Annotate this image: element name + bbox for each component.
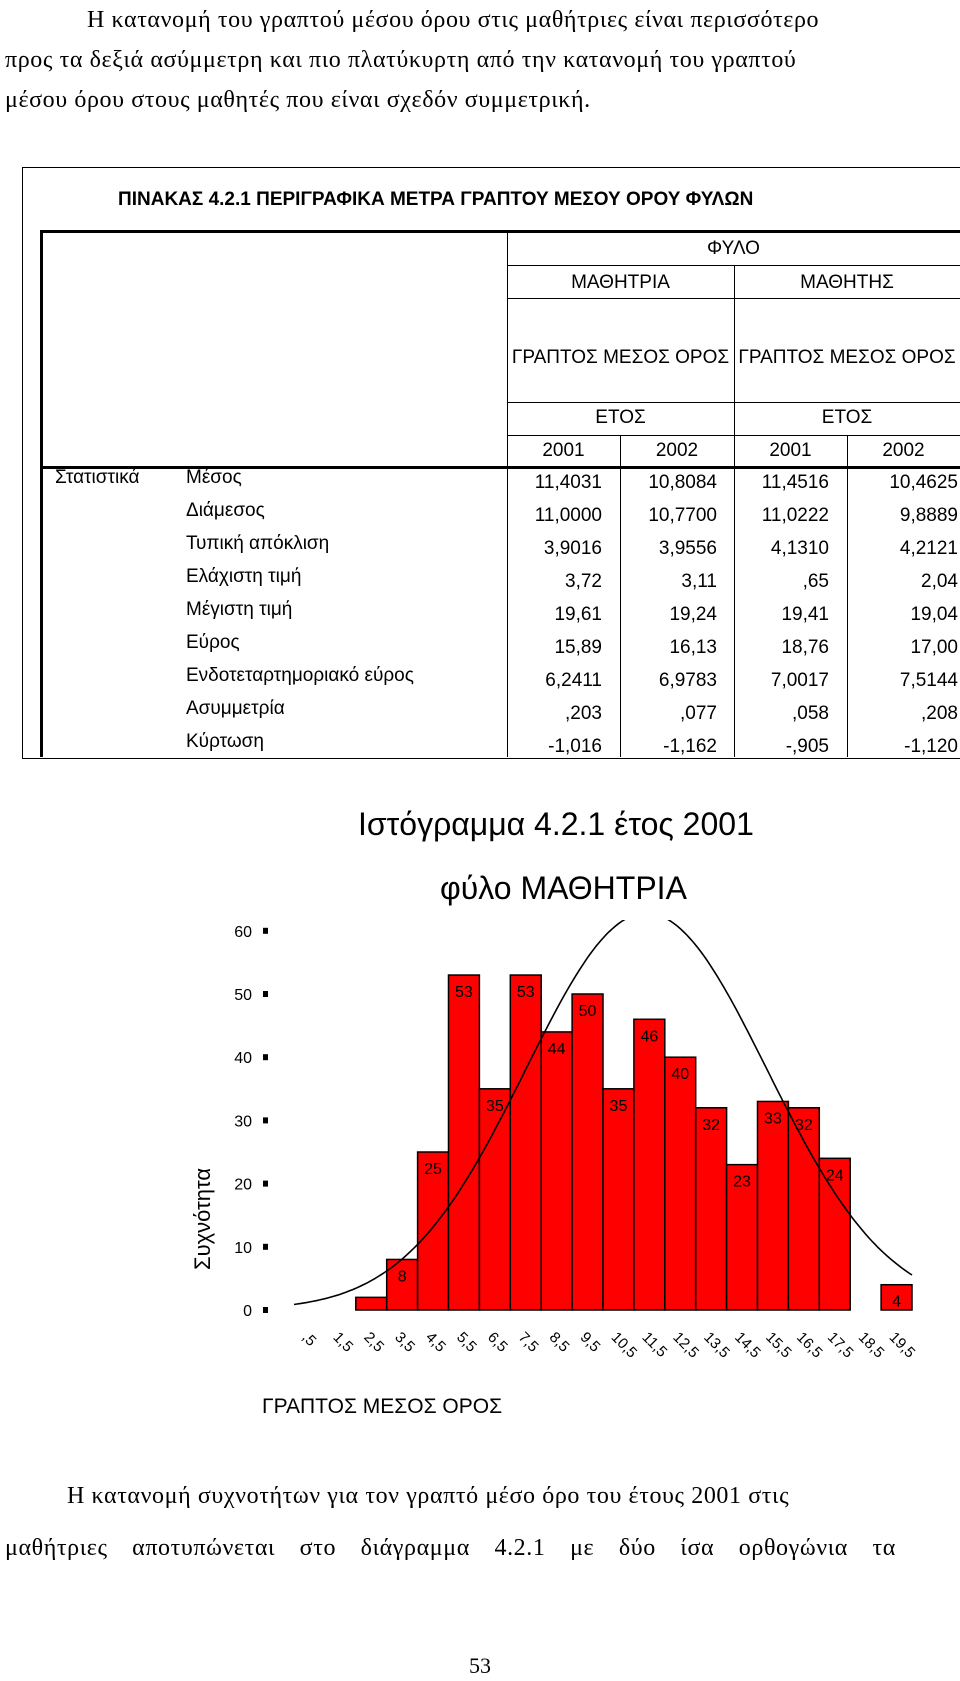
y-tick-label: 40 — [234, 1050, 252, 1068]
histogram-bar — [603, 1089, 634, 1310]
bar-data-label: 46 — [640, 1028, 659, 1046]
histogram-bar — [356, 1297, 387, 1310]
bar-data-label: 33 — [764, 1110, 782, 1128]
intro-line-2: προς τα δεξιά ασύμμετρη και πιο πλατύκυρτη από την κατανομή του γραπτού — [5, 47, 797, 73]
row-label: Ασυμμετρία — [186, 698, 285, 719]
histogram-bar — [479, 1089, 510, 1310]
data-cell: 10,7700 — [648, 505, 717, 526]
data-cell: ,058 — [792, 703, 829, 724]
x-tick-label: 8,5 — [545, 1328, 573, 1356]
y-tick-label: 0 — [243, 1303, 252, 1320]
data-cell: -1,016 — [548, 736, 602, 757]
bar-data-label: 40 — [671, 1066, 690, 1084]
x-tick-label: 10,5 — [607, 1328, 641, 1362]
histogram-bar — [510, 975, 541, 1310]
outro-line-1: Η κατανομή συχνοτήτων για τον γραπτό μέσο όρο του έτους 2001 στις — [67, 1483, 790, 1509]
intro-line-1: Η κατανομή του γραπτού μέσου όρου στις μαθήτριες είναι περισσότερο — [87, 7, 820, 33]
histogram-bar — [788, 1108, 819, 1310]
x-tick-label: ,5 — [298, 1328, 320, 1350]
data-cell: 11,4031 — [534, 472, 602, 493]
bar-data-label: 25 — [424, 1161, 442, 1178]
table-title: ΠΙΝΑΚΑΣ 4.2.1 ΠΕΡΙΓΡΑΦΙΚΑ ΜΕΤΡΑ ΓΡΑΠΤΟΥ ΜΕΣΟΥ ΟΡΟΥ ΦΥΛΩΝ — [118, 189, 754, 210]
table-left-rule — [40, 230, 43, 757]
bar-data-label: 4 — [892, 1293, 902, 1311]
x-tick-label: 1,5 — [329, 1328, 357, 1356]
data-cell: 6,2411 — [545, 670, 602, 691]
measure-male-header: ΓΡΑΠΤΟΣ ΜΕΣΟΣ ΟΡΟΣ — [738, 347, 956, 368]
data-cell: 7,5144 — [899, 670, 958, 691]
histogram-chart — [0, 920, 960, 1390]
y-tick-mark — [263, 1244, 268, 1250]
histogram-bar — [758, 1101, 789, 1310]
bar-data-label: 53 — [516, 984, 535, 1002]
bar-data-label: 24 — [825, 1167, 844, 1185]
histogram-bar — [541, 1032, 572, 1310]
y-tick-label: 60 — [234, 923, 252, 941]
data-cell: 11,0222 — [761, 505, 829, 526]
outro-line-2: μαθήτριες αποτυπώνεται στο διάγραμμα 4.2.1 με δύο ίσα ορθογώνια τα — [5, 1535, 896, 1561]
bar-data-label: 35 — [485, 1097, 504, 1115]
bar-data-label: 32 — [794, 1116, 813, 1134]
histogram-bar — [696, 1108, 727, 1310]
data-cell: -1,120 — [904, 736, 958, 757]
year-header-female: ΕΤΟΣ — [595, 407, 646, 428]
y-tick-mark — [263, 1181, 268, 1187]
data-cell: 3,72 — [565, 571, 602, 592]
row-group-label: Στατιστικά — [55, 467, 140, 488]
histogram-bar — [665, 1057, 696, 1310]
x-tick-label: 6,5 — [484, 1328, 511, 1356]
x-tick-label: 5,5 — [453, 1328, 480, 1356]
year-cell: 2002 — [655, 440, 699, 461]
bar-data-label: 32 — [702, 1116, 721, 1134]
outro-paragraph — [5, 1470, 960, 1574]
table-top-rule — [40, 230, 960, 233]
bar-data-label: 50 — [578, 1003, 597, 1020]
row-label: Ελάχιστη τιμή — [186, 566, 302, 587]
data-cell: 10,8084 — [648, 472, 717, 493]
data-cell: 19,24 — [669, 604, 717, 625]
x-axis-label: ΓΡΑΠΤΟΣ ΜΕΣΟΣ ΟΡΟΣ — [262, 1395, 503, 1418]
data-cell: 17,00 — [910, 637, 958, 658]
data-cell: 15,89 — [554, 637, 602, 658]
row-label: Εύρος — [186, 632, 240, 653]
table-rule-blank — [507, 298, 960, 299]
x-tick-label: 2,5 — [360, 1328, 388, 1356]
x-tick-label: 3,5 — [391, 1328, 419, 1356]
data-cell: ,208 — [921, 703, 958, 724]
data-cell: 19,61 — [554, 604, 602, 625]
year-cell: 2002 — [882, 440, 925, 461]
y-tick-mark — [263, 991, 268, 997]
data-cell: -,905 — [785, 736, 829, 757]
x-tick-label: 7,5 — [514, 1328, 542, 1356]
row-label: Ενδοτεταρτημοριακό εύρος — [186, 665, 414, 686]
data-cell: 4,1310 — [770, 538, 829, 559]
data-cell: 11,0000 — [534, 505, 602, 526]
x-tick-label: 15,5 — [762, 1328, 795, 1362]
y-tick-label: 20 — [234, 1176, 252, 1194]
table-rule-year — [507, 402, 960, 403]
x-tick-label: 11,5 — [638, 1328, 671, 1361]
intro-line-3: μέσου όρου στους μαθητές που είναι σχεδόν συμμετρική. — [5, 87, 591, 113]
table-rule-years — [507, 435, 960, 436]
table-header-rule — [40, 466, 960, 469]
x-tick-label: 9,5 — [576, 1328, 604, 1356]
bar-data-label: 23 — [733, 1173, 751, 1191]
histogram-bar — [572, 994, 603, 1310]
y-axis-label: Συχνότητα — [190, 1167, 215, 1270]
year-header-male: ΕΤΟΣ — [821, 407, 873, 428]
data-cell: 3,9556 — [658, 538, 717, 559]
group-header: ΦΥΛΟ — [707, 238, 760, 259]
bar-data-label: 35 — [609, 1097, 628, 1115]
x-tick-label: 14,5 — [731, 1328, 764, 1362]
year-cell: 2001 — [769, 440, 812, 461]
x-tick-label: 13,5 — [700, 1328, 733, 1362]
chart-subtitle: φύλο ΜΑΘΗΤΡΙΑ — [440, 870, 687, 906]
chart-title: Ιστόγραμμα 4.2.1 έτος 2001 — [358, 806, 754, 842]
bar-data-label: 8 — [397, 1268, 407, 1286]
data-cell: 3,11 — [681, 571, 717, 592]
data-cell: 2,04 — [921, 571, 958, 592]
data-cell: ,65 — [802, 571, 829, 592]
data-cell: 18,76 — [781, 637, 829, 658]
row-label: Μέσος — [186, 467, 242, 488]
row-label: Μέγιστη τιμή — [186, 599, 293, 620]
data-cell: 10,4625 — [889, 472, 958, 493]
bar-data-label: 44 — [547, 1040, 566, 1058]
y-tick-mark — [263, 1054, 268, 1060]
y-tick-mark — [263, 1307, 268, 1313]
data-cell: 16,13 — [669, 637, 717, 658]
y-tick-label: 50 — [234, 987, 252, 1004]
data-cell: 19,41 — [781, 604, 829, 625]
data-cell: -1,162 — [663, 736, 717, 757]
y-tick-mark — [263, 1117, 268, 1123]
year-cell: 2001 — [542, 440, 585, 461]
histogram-bar — [449, 975, 480, 1310]
row-label: Κύρτωση — [186, 731, 264, 752]
data-cell: 6,9783 — [658, 670, 717, 691]
gender-female-header: ΜΑΘΗΤΡΙΑ — [571, 272, 670, 293]
x-tick-label: 19,5 — [885, 1328, 919, 1362]
data-cell: 9,8889 — [899, 505, 958, 526]
measure-female-header: ΓΡΑΠΤΟΣ ΜΕΣΟΣ ΟΡΟΣ — [511, 347, 730, 368]
x-tick-label: 4,5 — [422, 1328, 449, 1356]
y-tick-label: 30 — [234, 1113, 252, 1131]
bar-data-label: 53 — [455, 984, 473, 1002]
data-cell: 19,04 — [910, 604, 958, 625]
data-cell: ,077 — [680, 703, 717, 724]
x-tick-label: 12,5 — [669, 1328, 703, 1362]
x-tick-label: 17,5 — [823, 1328, 857, 1362]
y-tick-label: 10 — [234, 1239, 252, 1257]
page-number: 53 — [469, 1653, 491, 1678]
row-label: Διάμεσος — [186, 500, 265, 521]
row-label: Τυπική απόκλιση — [186, 533, 330, 554]
intro-paragraph — [5, 0, 960, 120]
histogram-bar — [634, 1019, 665, 1310]
data-cell: 3,9016 — [543, 538, 602, 559]
data-cell: 11,4516 — [761, 472, 829, 493]
data-cell: 4,2121 — [899, 538, 958, 559]
gender-male-header: ΜΑΘΗΤΗΣ — [800, 272, 894, 293]
x-tick-label: 18,5 — [854, 1328, 888, 1362]
data-cell: 7,0017 — [770, 670, 829, 691]
data-cell: ,203 — [565, 703, 602, 724]
x-tick-label: 16,5 — [793, 1328, 826, 1362]
y-tick-mark — [263, 928, 268, 934]
